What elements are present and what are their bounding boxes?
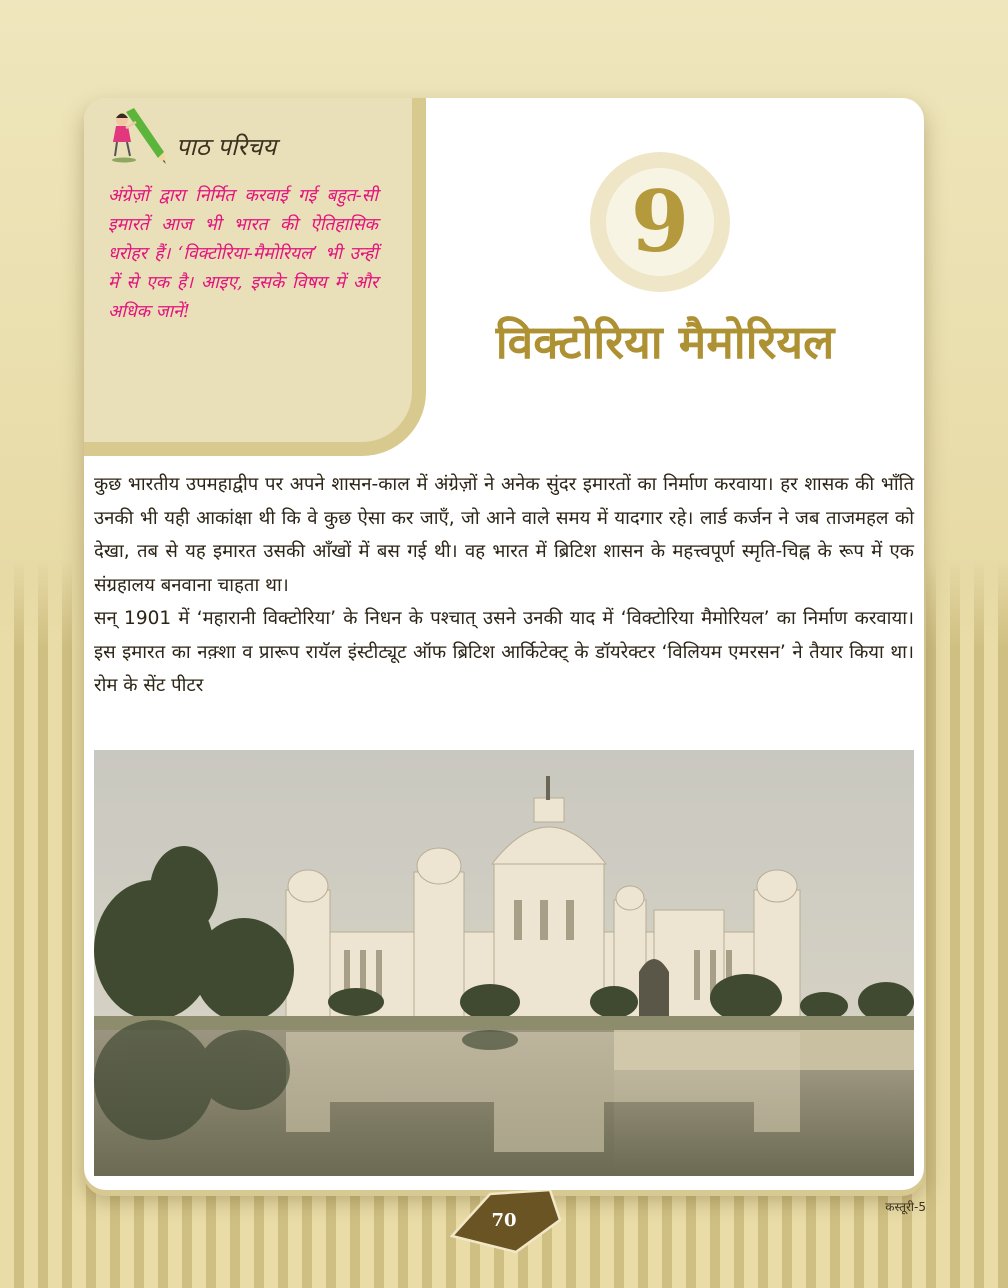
lesson-intro-text: अंग्रेज़ों द्वारा निर्मित करवाई गई बहुत-सी इमारतें आज भी भारत की ऐतिहासिक धरोहर हैं। ‘विक्टोरिया-मैमोरियल’ भी उन्हीं में से एक है। आइए, इसके विषय में और अधिक जानें! bbox=[108, 186, 378, 322]
lesson-intro-heading: पाठ परिचय bbox=[176, 133, 277, 161]
chapter-body bbox=[94, 468, 914, 703]
book-name: कस्तूरी-5 bbox=[885, 1200, 926, 1214]
lesson-intro-panel bbox=[84, 98, 426, 456]
page-number: 70 bbox=[491, 1210, 517, 1231]
victoria-memorial-photo bbox=[94, 750, 914, 1176]
chapter-number: 9 bbox=[630, 172, 690, 271]
body-paragraph: सन् 1901 में ‘महारानी विक्टोरिया’ के निधन के पश्चात् उसने उनकी याद में ‘विक्टोरिया मैमोरियल’ का निर्माण करवाया। इस इमारत का नक़्शा व प्रारूप रायॅल इंस्टीट्यूट ऑफ ब्रिटिश आर्किटेक्ट् के डॉयरेक्टर ‘विलियम एमरसन’ ने तैयार किया था। रोम के सेंट पीटर bbox=[94, 608, 914, 696]
chapter-title: विक्टोरिया मैमोरियल bbox=[495, 315, 835, 369]
pencil-girl-icon bbox=[104, 106, 168, 168]
body-paragraph: कुछ भारतीय उपमहाद्वीप पर अपने शासन-काल में अंग्रेज़ों ने अनेक सुंदर इमारतों का निर्माण करवाया। हर शासक की भाँति उनकी भी यही आकांक्षा थी कि वे कुछ ऐसा कर जाएँ, जो आने वाले समय में यादगार रहे। लार्ड कर्जन ने जब ताजमहल को देखा, तब से यह इमारत उसकी आँखों में बस गई थी। वह भारत में ब्रिटिश शासन के महत्त्वपूर्ण स्मृति-चिह्न के रूप में एक संग्रहालय बनवाना चाहता था। bbox=[94, 474, 914, 596]
chapter-card bbox=[84, 98, 924, 1190]
chapter-number-badge bbox=[590, 152, 730, 292]
